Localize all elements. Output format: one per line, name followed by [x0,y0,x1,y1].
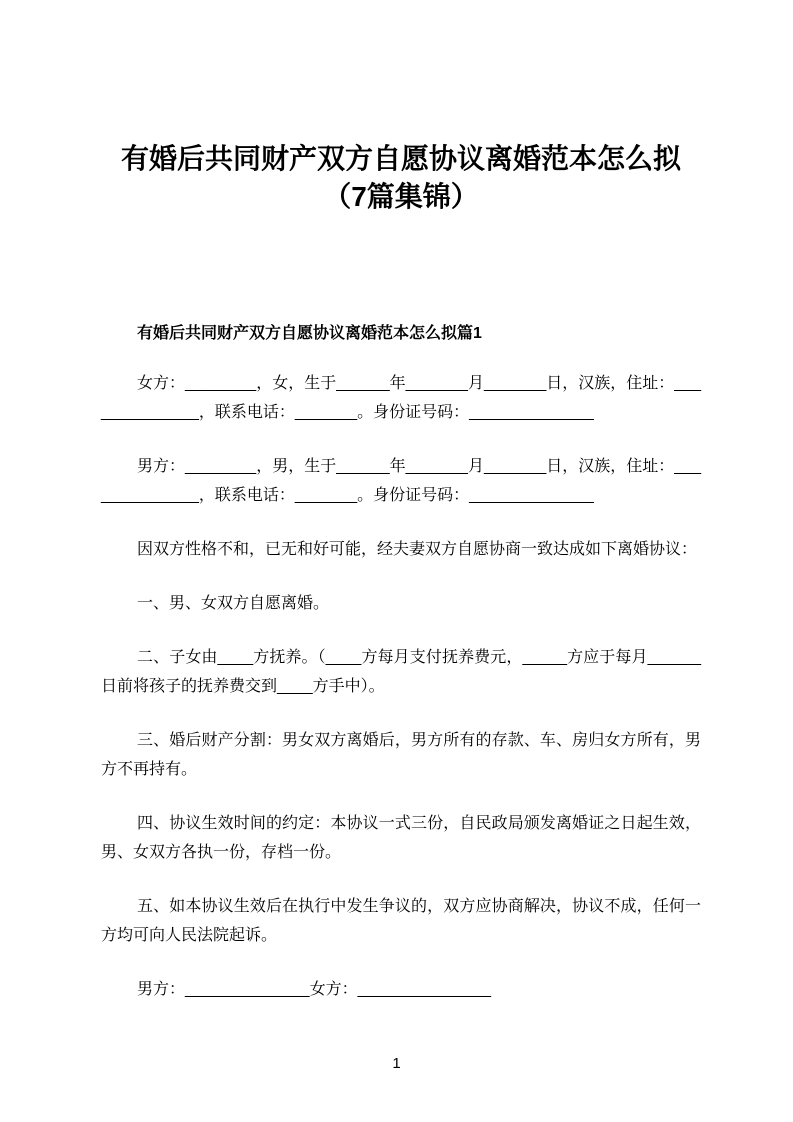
paragraph-party-woman: 女方：________，女，生于______年_______月_______日，汉族，住址：______________，联系电话：_______。身份证号码：______________ [101,374,701,421]
paragraph-preamble: 因双方性格不和，已无和好可能，经夫妻双方自愿协商一致达成如下离婚协议： [137,540,698,558]
paragraph-clause-4: 四、协议生效时间的约定：本协议一式三份，自民政局颁发离婚证之日起生效，男、女双方各执一份，存档一份。 [101,814,701,861]
paragraph-clause-5: 五、如本协议生效后在执行中发生争议的，双方应协商解决，协议不成，任何一方均可向人民法院起诉。 [101,897,701,944]
paragraph-clause-2: 二、子女由____方抚养。（____方每月支付抚养费元，_____方应于每月______日前将孩子的抚养费交到____方手中）。 [101,648,701,695]
paragraph-party-man: 男方：________，男，生于______年_______月_______日，汉族，住址：______________，联系电话：_______。身份证号码：______________ [101,457,701,504]
paragraph-clause-1: 一、男、女双方自愿离婚。 [137,594,330,612]
paragraph-clause-3: 三、婚后财产分割：男女双方离婚后，男方所有的存款、车、房归女方所有，男方不再持有。 [101,731,701,778]
section-heading: 有婚后共同财产双方自愿协议离婚范本怎么拟篇1 [137,324,482,342]
document-title: 有婚后共同财产双方自愿协议离婚范本怎么拟（7篇集锦） [120,143,681,212]
page-number: 1 [392,1055,401,1072]
signature-line: 男方：______________女方：_______________ [137,980,492,998]
